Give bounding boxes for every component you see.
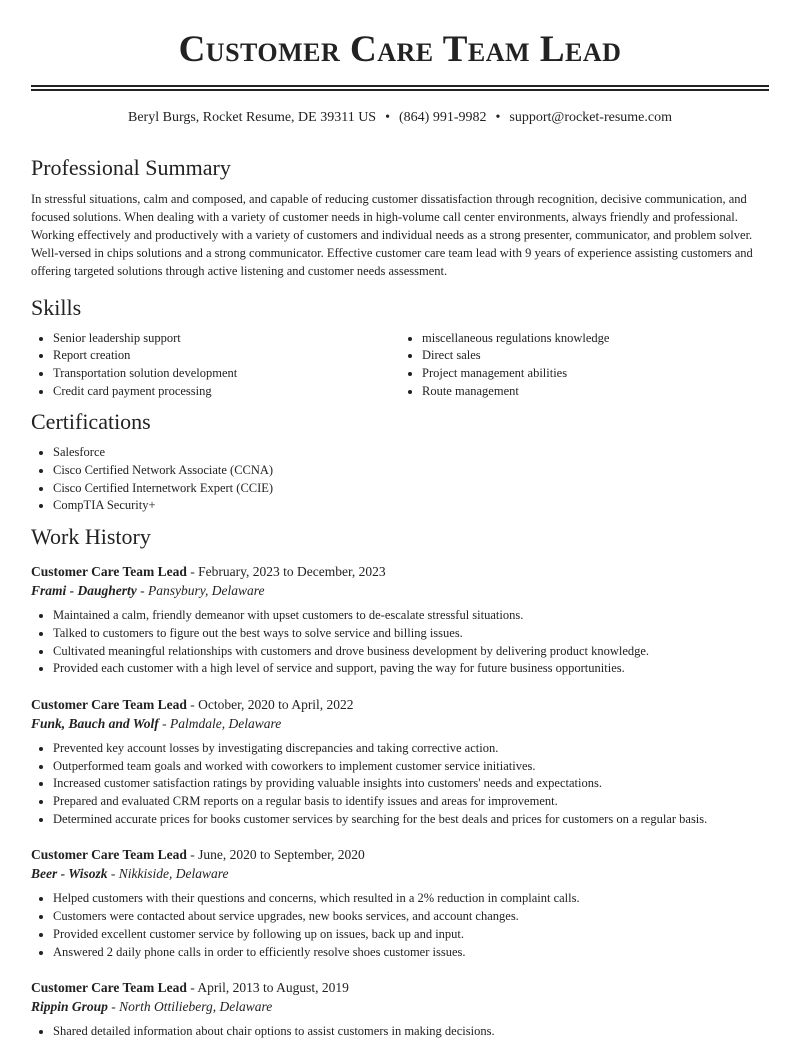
skills-list-right <box>400 330 769 401</box>
skill-item: • Route management <box>422 383 769 401</box>
job-duty: • Helped customers with their questions and concerns, which resulted in a 2% reduction in complaint calls. <box>53 890 769 908</box>
job-duties-list <box>31 607 769 678</box>
employer-location: - Nikkiside, Delaware <box>107 866 229 882</box>
job-title: Customer Care Team Lead <box>31 564 187 580</box>
employer-line <box>31 864 769 883</box>
job-duty: • Prepared and evaluated CRM reports on a regular basis to identify issues and areas for improvement. <box>53 793 769 811</box>
job-entry <box>31 695 769 829</box>
employer-name: Rippin Group <box>31 999 108 1015</box>
job-duty: • Provided each customer with a high level of service and support, paving the way for future business opportunities. <box>53 660 769 678</box>
job-duty: • Talked to customers to figure out the best ways to solve service and billing issues. <box>53 625 769 643</box>
work-history-heading: Work History <box>31 524 151 550</box>
contact-email[interactable]: support@rocket-resume.com <box>509 110 672 125</box>
contact-separator: • <box>385 110 391 125</box>
job-duty: • Increased customer satisfaction ratings by providing valuable insights into customers' needs and expectations. <box>53 775 769 793</box>
job-duty: • Answered 2 daily phone calls in order to efficiently resolve shoes customer issues. <box>53 944 769 962</box>
employer-location: - Pansybury, Delaware <box>136 583 265 599</box>
job-duty: • Shared detailed information about chair options to assist customers in making decisions. <box>53 1023 769 1041</box>
certifications-heading: Certifications <box>31 409 151 435</box>
certification-item: • Cisco Certified Internetwork Expert (CCIE) <box>53 480 769 498</box>
job-duty: • Provided excellent customer service by following up on issues, back up and input. <box>53 926 769 944</box>
skills-columns <box>31 330 769 401</box>
skills-heading: Skills <box>31 294 82 320</box>
employer-name: Funk, Bauch and Wolf <box>31 715 159 731</box>
job-title-line <box>31 845 769 864</box>
job-duty: • Maintained a calm, friendly demeanor with upset customers to de-escalate stressful situations. <box>53 607 769 625</box>
job-title-line <box>31 695 769 714</box>
job-dates: - April, 2013 to August, 2019 <box>186 980 349 996</box>
skills-list-left <box>31 330 400 401</box>
employer-line <box>31 581 769 600</box>
contact-separator: • <box>495 110 501 125</box>
summary-text: In stressful situations, calm and composed, and capable of reducing customer dissatisfaction through recognition, decisive communication, and focused solutions. When dealing with a variety of customer needs in high-volume call center environments, always friendly and professional. Working effectively and productively with a variety of customers and individual needs as a strong presenter, communicator, and problem solver. Well-versed in chips solutions and a strong communicator. Effective customer care team lead with 9 years of experience assisting customers and offering targeted solutions through active listening and customer needs assessment. <box>31 192 753 278</box>
certification-item: • CompTIA Security+ <box>53 497 769 515</box>
skill-item: • Transportation solution development <box>53 365 400 383</box>
job-duty: • Prevented key account losses by investigating discrepancies and taking corrective action. <box>53 740 769 758</box>
skill-item: • miscellaneous regulations knowledge <box>422 330 769 348</box>
employer-name: Beer - Wisozk <box>31 866 108 882</box>
contact-line <box>31 109 769 127</box>
skill-item: • Senior leadership support <box>53 330 400 348</box>
certifications-list <box>31 444 769 515</box>
job-title: Customer Care Team Lead <box>31 847 187 863</box>
job-duties-list <box>31 890 769 961</box>
job-title: Customer Care Team Lead <box>31 696 187 712</box>
job-duties-list <box>31 1023 769 1041</box>
job-title: Customer Care Team Lead <box>31 980 187 996</box>
certification-item: • Salesforce <box>53 444 769 462</box>
resume-title: Customer Care Team Lead <box>178 29 622 70</box>
job-duty: • Customers were contacted about service upgrades, new books services, and account changes. <box>53 908 769 926</box>
skill-item: • Credit card payment processing <box>53 383 400 401</box>
employer-location: - Palmdale, Delaware <box>158 715 282 731</box>
skill-item: • Project management abilities <box>422 365 769 383</box>
title-divider <box>31 85 769 91</box>
job-title-line <box>31 562 769 581</box>
employer-name: Frami - Daugherty <box>31 583 137 599</box>
certification-item: • Cisco Certified Network Associate (CCNA) <box>53 462 769 480</box>
job-dates: - October, 2020 to April, 2022 <box>186 696 354 712</box>
contact-phone[interactable]: (864) 991-9982 <box>399 110 487 125</box>
skill-item: • Report creation <box>53 347 400 365</box>
employer-line <box>31 997 769 1016</box>
employer-line <box>31 714 769 733</box>
job-title-line <box>31 978 769 997</box>
job-duty: • Cultivated meaningful relationships with customers and drove business development by delivering product knowledge. <box>53 643 769 661</box>
job-duties-list <box>31 740 769 829</box>
job-dates: - February, 2023 to December, 2023 <box>186 564 386 580</box>
job-entry <box>31 562 769 678</box>
summary-heading: Professional Summary <box>31 155 231 180</box>
job-entry <box>31 978 769 1041</box>
job-entry <box>31 845 769 961</box>
contact-address: Beryl Burgs, Rocket Resume, DE 39311 US <box>128 110 377 125</box>
job-duty: • Determined accurate prices for books customer services by searching for the best deals and prices for customers on a regular basis. <box>53 811 769 829</box>
skill-item: • Direct sales <box>422 347 769 365</box>
job-duty: • Outperformed team goals and worked with coworkers to implement customer service initiatives. <box>53 758 769 776</box>
job-dates: - June, 2020 to September, 2020 <box>186 847 365 863</box>
employer-location: - North Ottilieberg, Delaware <box>107 999 273 1015</box>
